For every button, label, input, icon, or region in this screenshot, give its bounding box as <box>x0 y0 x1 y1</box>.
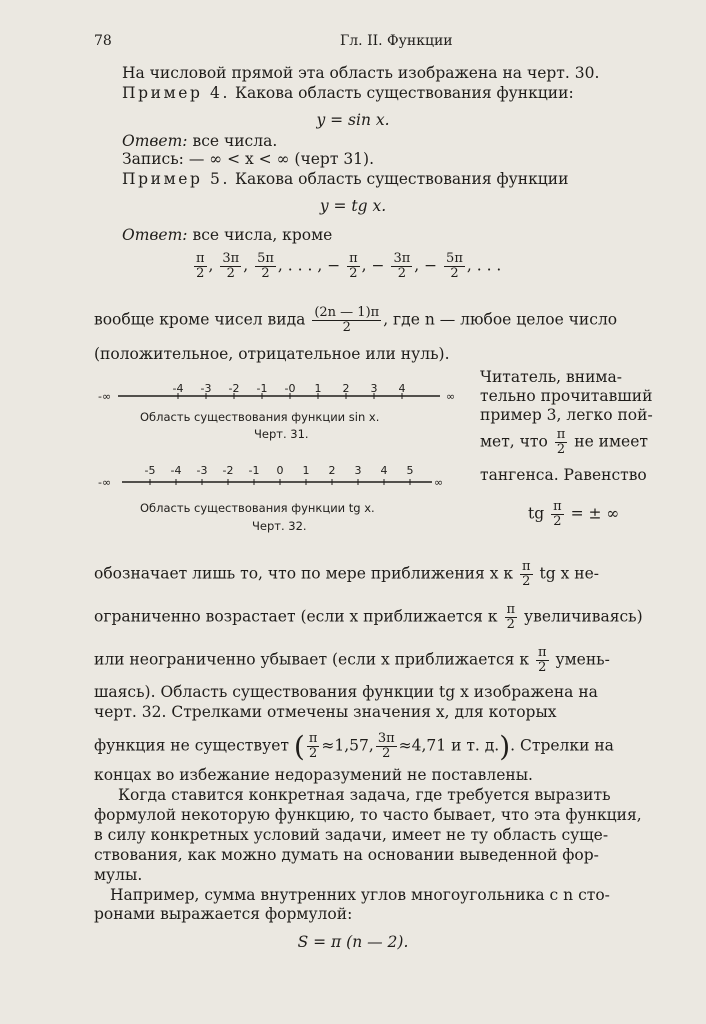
general-line: вообще кроме чисел вида $\frac{(2n — 1)\pi}{2}$ , где n — любое целое число <box>94 305 618 335</box>
side-text: пример 3, легко пой- <box>480 406 653 424</box>
number-line-fig32 <box>94 460 470 536</box>
example-label: Пример 5. <box>122 170 231 188</box>
tick-label: 1 <box>302 464 310 477</box>
fraction: $\frac{\pi}{2}$ <box>522 559 531 589</box>
text-line: концах во избежание недоразумений не поставлены. <box>94 766 533 784</box>
fraction: $\frac{3\pi}{2}$ <box>377 731 395 761</box>
side-text: Читатель, внима- <box>480 368 622 386</box>
fraction: $\frac{5\pi}{2}$ <box>446 251 463 281</box>
answer-label: Ответ: <box>122 132 188 150</box>
text-line: обозначает лишь то, что по мере приближения x к $\frac{\pi}{2}$ tg x не- <box>94 559 599 589</box>
caption: Область существования функции tg x. <box>140 501 375 515</box>
fraction: $\frac{\pi}{2}$ <box>196 251 205 281</box>
text-line: ограниченно возрастает (если x приближается к $\frac{\pi}{2}$ увеличиваясь) <box>94 602 643 632</box>
answer-line <box>122 132 277 150</box>
fraction: $\frac{\pi}{2}$ <box>538 645 547 675</box>
fraction: $\frac{(2n — 1)\pi}{2}$ <box>314 305 380 335</box>
formula: y = tg x. <box>319 197 387 215</box>
text-line: мулы. <box>94 866 143 884</box>
tick-label: -3 <box>196 464 208 477</box>
right-end: ∞ <box>446 390 456 403</box>
example-question: Какова область существования функции: <box>234 84 574 102</box>
fig-label: Черт. 32. <box>252 519 307 533</box>
record-line: Запись: — ∞ < x < ∞ (черт 31). <box>122 150 375 168</box>
page-number: 78 <box>94 33 112 49</box>
tick-label: 2 <box>328 464 336 477</box>
number-line-fig31 <box>94 378 470 444</box>
tick-label: -5 <box>144 464 156 477</box>
fraction: $\frac{\pi}{2}$ <box>553 499 562 529</box>
side-text: тельно прочитавший <box>480 387 653 405</box>
tick-label: -0 <box>284 382 296 395</box>
fraction: $\frac{\pi}{2}$ <box>556 427 566 457</box>
example-question: Какова область существования функции <box>234 170 569 188</box>
left-end: -∞ <box>98 476 112 489</box>
tick-label: -1 <box>256 382 268 395</box>
answer-label: Ответ: <box>122 226 188 244</box>
fraction: $\frac{3\pi}{2}$ <box>222 251 240 281</box>
fraction: $\frac{3\pi}{2}$ <box>393 251 411 281</box>
fraction: $\frac{\pi}{2}$ <box>349 251 358 281</box>
tick-label: 4 <box>380 464 388 477</box>
example-line <box>122 84 574 102</box>
tick-label: -2 <box>222 464 234 477</box>
text-line: черт. 32. Стрелками отмечены значения x, для которых <box>94 703 557 721</box>
tick-label: 3 <box>354 464 362 477</box>
fig-label: Черт. 31. <box>254 427 309 441</box>
example-label: Пример 4. <box>122 84 231 102</box>
text-line: ронами выражается формулой: <box>94 905 353 923</box>
text-line: (положительное, отрицательное или нуль). <box>94 345 450 363</box>
side-text: тангенса. Равенство <box>480 466 647 484</box>
text-line: На числовой прямой эта область изображена на черт. 30. <box>122 64 600 82</box>
right-end: ∞ <box>434 476 444 489</box>
text-line: Например, сумма внутренних углов многоугольника с n сто- <box>110 886 610 904</box>
running-head: Гл. II. Функции <box>340 33 453 49</box>
example-line <box>122 170 568 188</box>
tick-label: 5 <box>406 464 414 477</box>
caption: Область существования функции sin x. <box>140 410 380 424</box>
tick-label: -4 <box>172 382 184 395</box>
tick-label: 1 <box>314 382 322 395</box>
text-line: формулой некоторую функцию, то часто бывает, что эта функция, <box>94 806 642 824</box>
text-line: ствования, как можно думать на основании выведенной фор- <box>94 846 599 864</box>
answer-text: все числа. <box>192 132 278 150</box>
tick-label: -1 <box>248 464 260 477</box>
side-text: мет, что $\frac{\pi}{2}$ не имеет <box>480 427 648 457</box>
text-line: или неограниченно убывает (если x приближается к $\frac{\pi}{2}$ умень- <box>94 645 610 675</box>
tick-label: 4 <box>398 382 406 395</box>
tick-label: -3 <box>200 382 212 395</box>
tangent-equation: tg $\frac{\pi}{2}$ = ± ∞ <box>528 499 620 529</box>
fraction: $\frac{\pi}{2}$ <box>308 731 318 761</box>
exception-values: $\frac{\pi}{2}$ , $\frac{3\pi}{2}$ , $\frac{5\pi}{2}$ , . . . , − $\frac{\pi}{2}$ , − $\frac{3\pi}{2}$ , − $\frac{5\pi}{2}$ , . . . <box>196 251 502 281</box>
tick-label: 0 <box>276 464 284 477</box>
left-end: -∞ <box>98 390 112 403</box>
fraction: $\frac{\pi}{2}$ <box>506 602 516 632</box>
answer-line <box>122 226 332 244</box>
tick-label: 3 <box>370 382 378 395</box>
text-line: шаясь). Область существования функции tg x изображена на <box>94 683 598 701</box>
text-line: функция не существует ( $\frac{\pi}{2}$ ≈1,57, $\frac{3\pi}{2}$ ≈4,71 и т. д.). Стрелки на <box>94 730 614 763</box>
tick-label: -2 <box>228 382 240 395</box>
fraction: $\frac{5\pi}{2}$ <box>257 251 274 281</box>
formula: S = π (n — 2). <box>297 933 409 951</box>
text-line: Когда ставится конкретная задача, где требуется выразить <box>118 786 611 804</box>
answer-text: все числа, кроме <box>192 226 333 244</box>
tick-label: -4 <box>170 464 182 477</box>
tick-label: 2 <box>342 382 350 395</box>
formula: y = sin x. <box>316 111 390 129</box>
text-line: в силу конкретных условий задачи, имеет не ту область суще- <box>94 826 609 844</box>
